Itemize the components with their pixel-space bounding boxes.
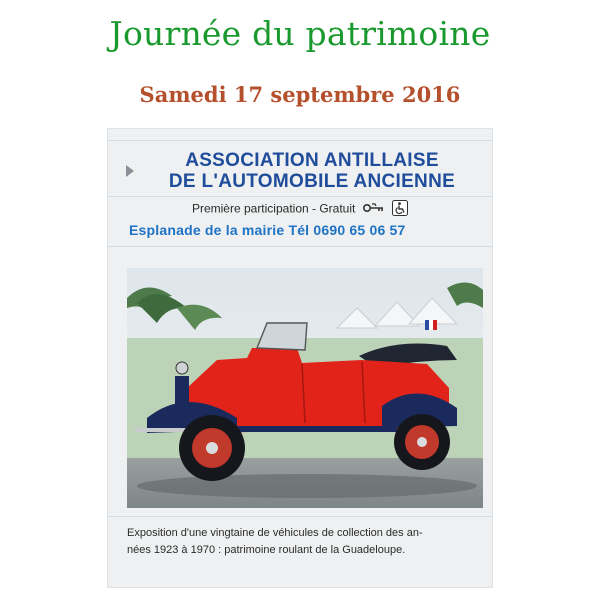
location-phone: Esplanade de la mairie Tél 0690 65 06 57 xyxy=(129,222,406,238)
vintage-car-photo xyxy=(127,268,483,508)
newspaper-clipping xyxy=(107,128,493,588)
participation-text: Première participation - Gratuit xyxy=(191,201,356,216)
bullet-triangle-icon xyxy=(126,165,134,177)
association-line-1: ASSOCIATION ANTILLAISE xyxy=(185,150,439,171)
caption-line-1: Exposition d'une vingtaine de véhicules de collection des an- xyxy=(127,527,423,539)
participation-info xyxy=(107,200,493,219)
wheelchair-icon xyxy=(392,200,408,219)
caption-line-2: nées 1923 à 1970 : patrimoine roulant de la Guadeloupe. xyxy=(127,544,406,556)
photo-caption xyxy=(127,525,479,559)
car-key-icon xyxy=(363,202,385,217)
association-name xyxy=(137,150,487,192)
association-line-2: DE L'AUTOMOBILE ANCIENNE xyxy=(168,171,456,192)
event-date: Samedi 17 septembre 2016 xyxy=(139,82,461,107)
page-title: Journée du patrimoine xyxy=(109,14,491,53)
